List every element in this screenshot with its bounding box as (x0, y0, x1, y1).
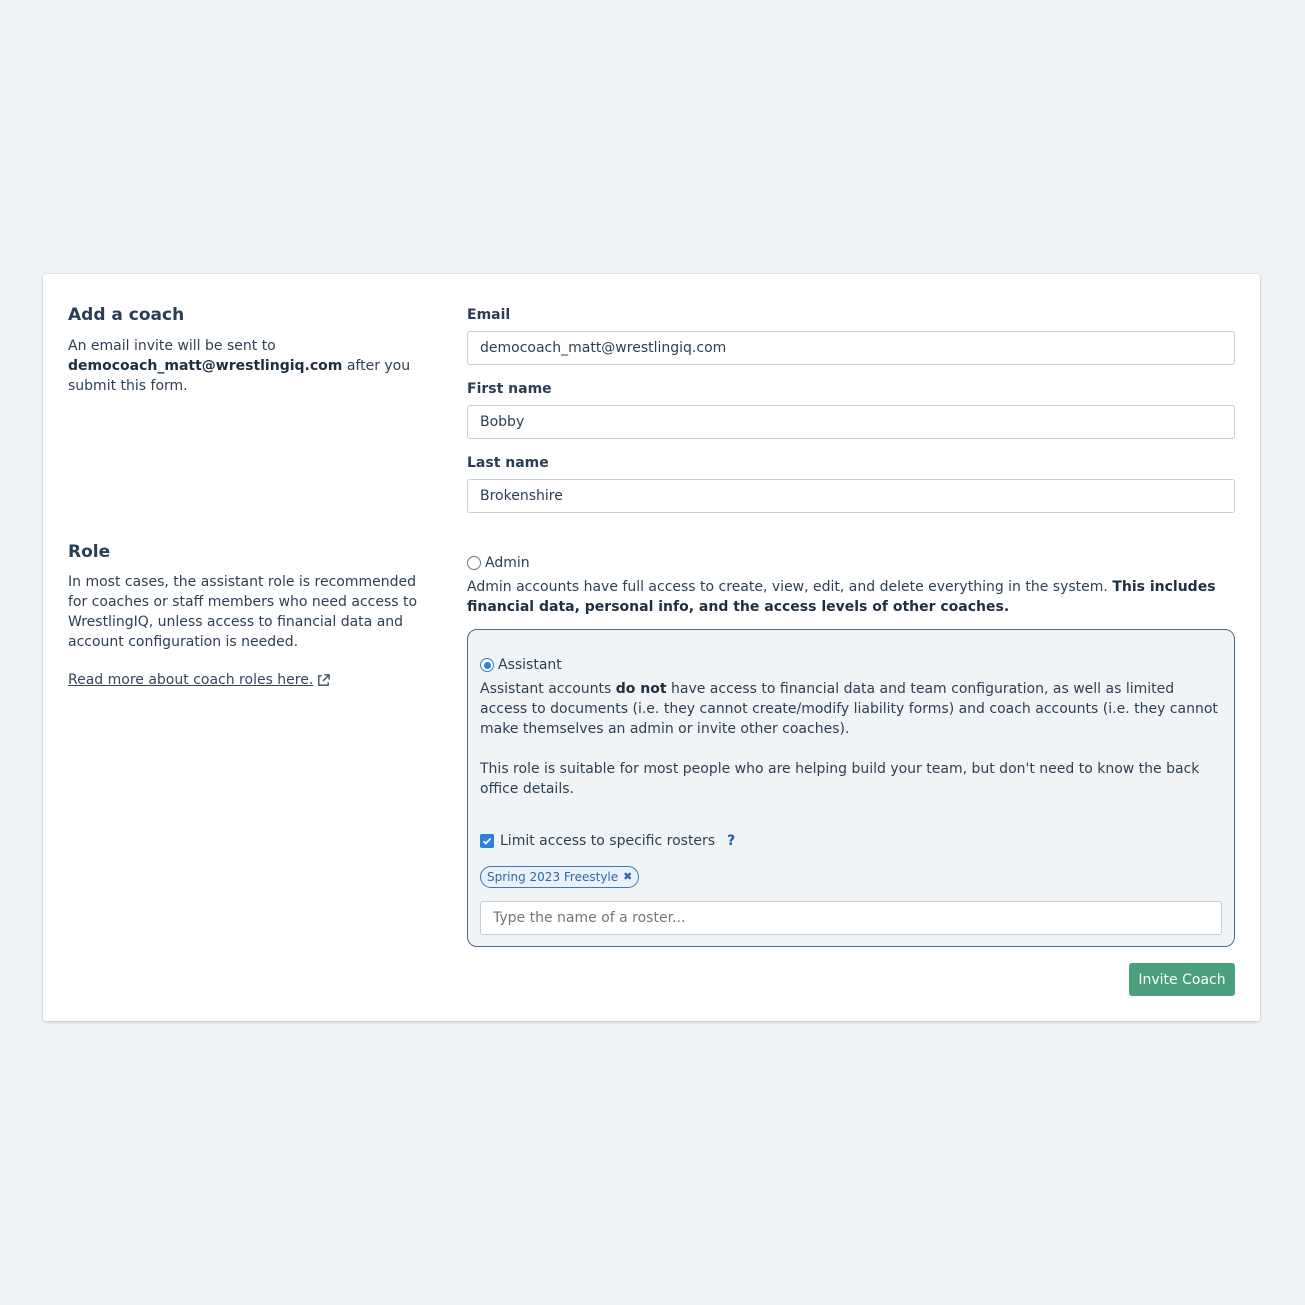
invite-coach-button[interactable]: Invite Coach (1129, 963, 1235, 996)
help-icon[interactable]: ? (727, 833, 736, 849)
assistant-option-box (467, 629, 1235, 947)
limit-rosters-checkbox[interactable] (480, 834, 494, 848)
first-name-label: First name (467, 381, 552, 397)
invite-email: democoach_matt@wrestlingiq.com (68, 358, 343, 374)
coach-roles-link[interactable]: Read more about coach roles here. (68, 672, 331, 688)
add-coach-card (43, 274, 1260, 1021)
page-title: Add a coach (68, 305, 185, 325)
email-field[interactable]: democoach_matt@wrestlingiq.com (467, 331, 1235, 365)
admin-radio-option[interactable]: Admin (467, 555, 530, 571)
email-label: Email (467, 307, 511, 323)
assistant-radio-option[interactable]: Assistant (480, 657, 562, 673)
first-name-field[interactable]: Bobby (467, 405, 1235, 439)
roster-search-input[interactable] (480, 901, 1222, 935)
remove-tag-icon[interactable]: ✖ (623, 870, 633, 883)
last-name-label: Last name (467, 455, 549, 471)
role-title: Role (68, 542, 111, 562)
role-description: In most cases, the assistant role is recommended for coaches or staff members who need access to WrestlingIQ, unless access to financial data and account configuration is needed. (68, 574, 418, 650)
assistant-description: Assistant accounts do not have access to financial data and team configuration, as well as limited access to documents (i.e. they cannot create/modify liability forms) and coach accounts (i.e. they cannot make themselves an admin or invite other coaches). (480, 681, 1218, 737)
last-name-field[interactable]: Brokenshire (467, 479, 1235, 513)
admin-radio[interactable] (467, 556, 481, 570)
assistant-radio[interactable] (480, 658, 494, 672)
limit-rosters-option[interactable]: Limit access to specific rosters ? (480, 833, 735, 849)
admin-description: Admin accounts have full access to create, view, edit, and delete everything in the system. This includes financial data, personal info, and the access levels of other coaches. (467, 579, 1216, 615)
assistant-suitability-note: This role is suitable for most people who are helping build your team, but don't need to know the back office details. (480, 761, 1200, 797)
intro-description: An email invite will be sent to democoach_matt@wrestlingiq.com after you submit this form. (68, 338, 411, 394)
external-link-icon (316, 673, 331, 688)
checkmark-icon (482, 836, 492, 846)
roster-tag: Spring 2023 Freestyle ✖ (480, 866, 639, 888)
